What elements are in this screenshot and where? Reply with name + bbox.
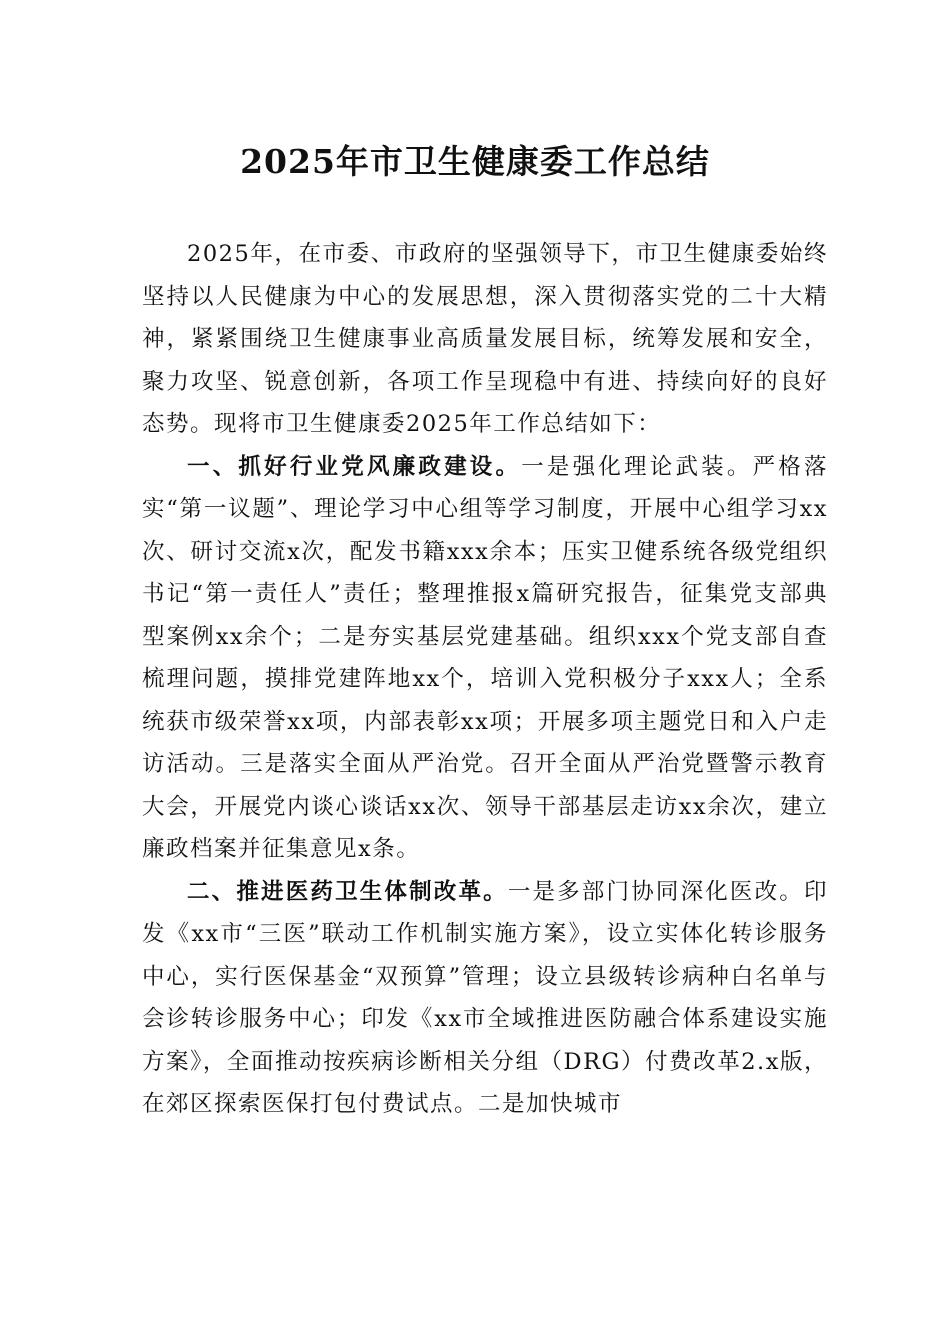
section-heading-1: 一、抓好行业党风廉政建设。 — [187, 453, 522, 480]
section-text-1: 一是强化理论武装。严格落实“第一议题”、理论学习中心组等学习制度，开展中心组学习xx次、研讨交流x次，配发书籍xxx余本；压实卫健系统各级党组织书记“第一责任人”责任；整理推报x篇研究报告，征集党支部典型案例xx余个；二是夯实基层党建基础。组织xxx个党支部自查梳理问题，摸排党建阵地xx个，培训入党积极分子xxx人；全系统获市级荣誉xx项，内部表彰xx项；开展多项主题党日和入户走访活动。三是落实全面从严治党。召开全面从严治党暨警示教育大会，开展党内谈心谈话xx次、领导干部基层走访xx余次，建立廉政档案并征集意见x条。 — [142, 453, 828, 862]
section-text-2: 一是多部门协同深化医改。印发《xx市“三医”联动工作机制实施方案》，设立实体化转诊服务中心，实行医保基金“双预算”管理；设立县级转诊病种白名单与会诊转诊服务中心；印发《xx市全域推进医防融合体系建设实施方案》，全面推动按疾病诊断相关分组（DRG）付费改革2.x版，在郊区探索医保打包付费试点。二是加快城市 — [142, 878, 828, 1117]
section-heading-2: 二、推进医药卫生体制改革。 — [187, 878, 508, 905]
document-body — [142, 233, 828, 1126]
section-paragraph-2 — [142, 871, 828, 1126]
section-paragraph-1 — [142, 446, 828, 871]
intro-paragraph: 2025年，在市委、市政府的坚强领导下，市卫生健康委始终坚持以人民健康为中心的发展思想，深入贯彻落实党的二十大精神，紧紧围绕卫生健康事业高质量发展目标，统筹发展和安全，聚力攻坚、锐意创新，各项工作呈现稳中有进、持续向好的良好态势。现将市卫生健康委2025年工作总结如下： — [142, 241, 828, 437]
document-title: 2025年市卫生健康委工作总结 — [240, 142, 710, 181]
